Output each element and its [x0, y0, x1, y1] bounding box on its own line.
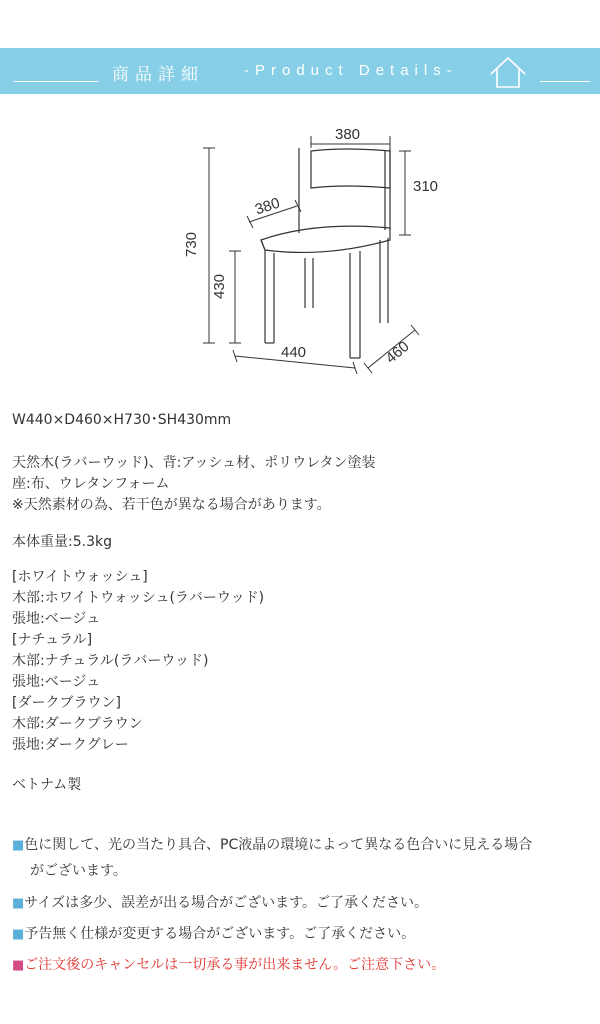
note-marker-icon: ■ [12, 927, 25, 942]
color-heading: [ホワイトウォッシュ] [12, 569, 148, 585]
note-item [12, 834, 532, 854]
weight-block [12, 532, 112, 553]
dim-seat-height: 430 [211, 273, 229, 300]
note-marker-icon: ■ [12, 838, 25, 853]
note-text: 予告無く仕様が変更する場合がございます。ご了承ください。 [24, 926, 416, 942]
note-text: ご注文後のキャンセルは一切承る事が出来ません。ご注意下さい。 [24, 957, 446, 973]
color-fabric: 張地:ベージュ [12, 674, 101, 690]
header-rule-right [540, 81, 590, 82]
note-text: 色に関して、光の当たり具合、PC液晶の環境によって異なる色合いに見える場合 [24, 837, 533, 853]
color-fabric: 張地:ベージュ [12, 611, 101, 627]
color-heading: [ナチュラル] [12, 632, 93, 648]
dim-total-height: 730 [183, 231, 201, 258]
color-wood: 木部:ホワイトウォッシュ(ラバーウッド) [12, 590, 265, 606]
color-heading: [ダークブラウン] [12, 695, 121, 711]
origin-block [12, 775, 81, 796]
origin-text: ベトナム製 [12, 777, 82, 793]
color-fabric: 張地:ダークグレー [12, 737, 129, 753]
note-text: がございます。 [30, 863, 127, 879]
header-rule-left [14, 81, 98, 82]
note-marker-icon: ■ [12, 958, 25, 973]
dim-seat-depth: 380 [252, 194, 283, 219]
header-title-en: -Product Details- [244, 62, 458, 79]
section-header [0, 48, 600, 94]
color-wood: 木部:ナチュラル(ラバーウッド) [12, 653, 209, 669]
note-item-continued [30, 860, 127, 880]
material-line: 天然木(ラバーウッド)、背:アッシュ材、ポリウレタン塗装 [12, 455, 376, 471]
weight-text: 本体重量:5.3kg [12, 534, 112, 550]
color-wood: 木部:ダークブラウン [12, 716, 143, 732]
note-item-warning [12, 954, 445, 974]
note-marker-icon: ■ [12, 896, 25, 911]
header-title-jp: 商品詳細 [112, 65, 204, 85]
note-item [12, 892, 428, 912]
home-icon [488, 52, 528, 92]
size-spec [12, 410, 231, 431]
note-item [12, 923, 415, 943]
note-text: サイズは多少、誤差が出る場合がございます。ご了承ください。 [24, 895, 429, 911]
size-text: W440×D460×H730･SH430mm [12, 412, 232, 428]
material-line: 座:布、ウレタンフォーム [12, 476, 170, 492]
materials-block [12, 453, 376, 516]
dim-width-bottom: 440 [281, 344, 307, 361]
material-line: ※天然素材の為、若干色が異なる場合があります。 [12, 497, 331, 513]
dim-depth: 460 [382, 337, 413, 368]
dim-back-height: 310 [413, 178, 439, 195]
chair-dimension-diagram [183, 118, 439, 388]
color-variations [12, 567, 264, 756]
dim-width-top: 380 [335, 126, 361, 143]
